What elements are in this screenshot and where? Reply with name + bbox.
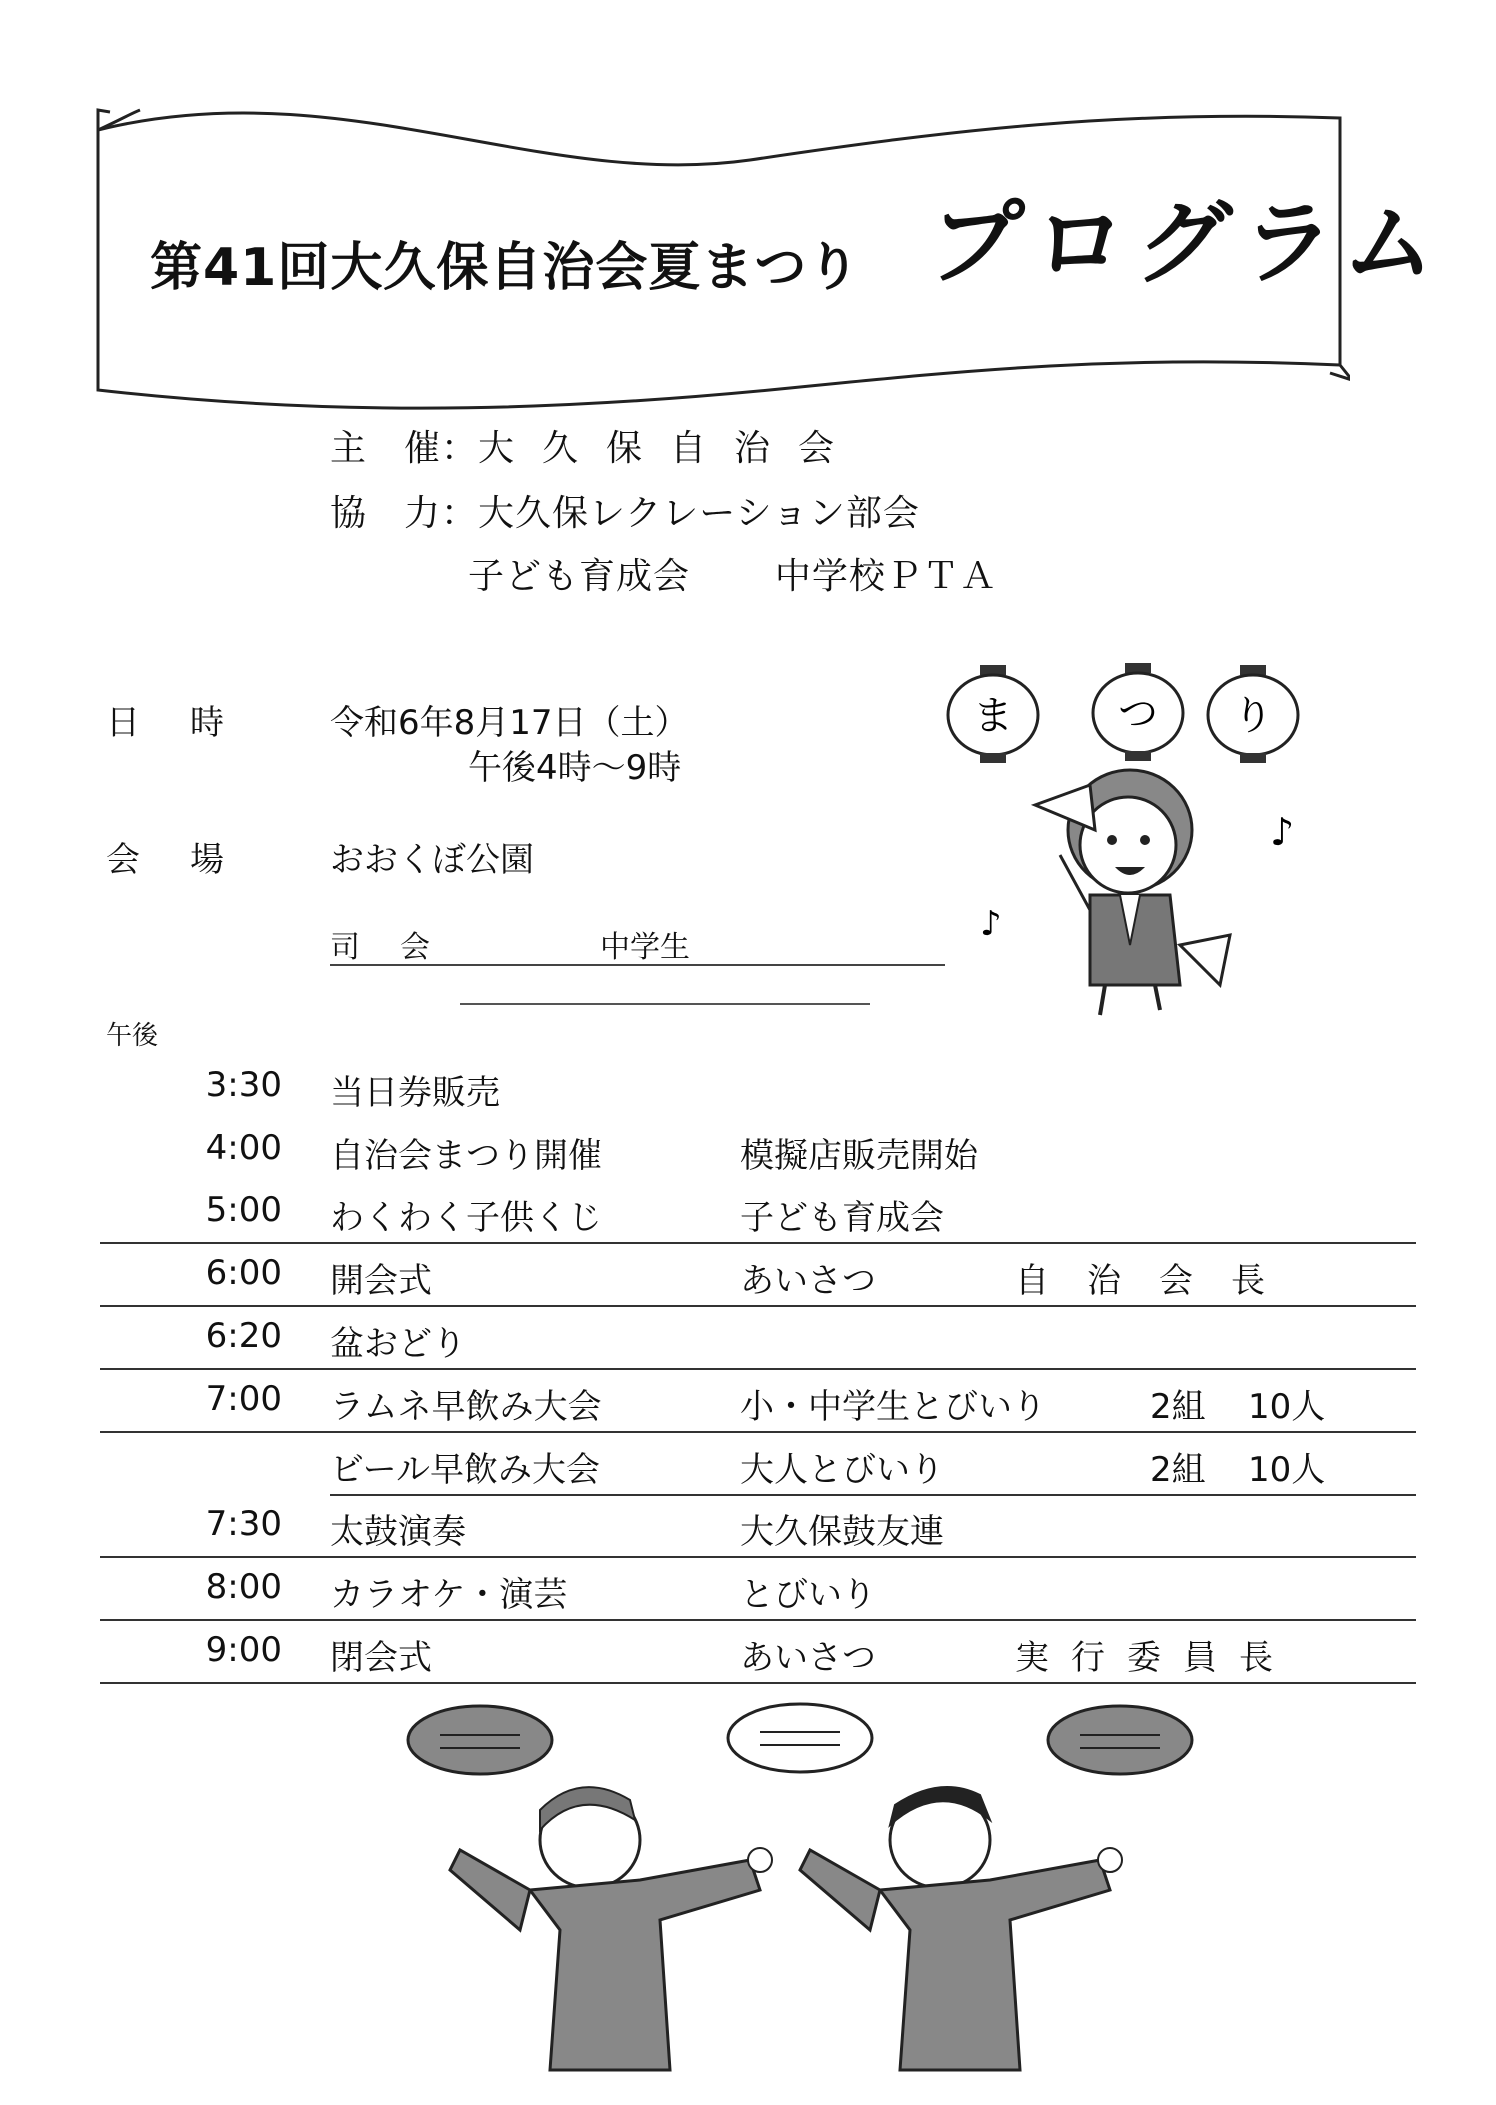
time: 4:00: [205, 1128, 282, 1168]
event: わくわく子供くじ: [330, 1198, 602, 1238]
time: 8:00: [205, 1567, 282, 1607]
lantern-icon: [408, 1706, 552, 1774]
time: 7:30: [205, 1504, 282, 1544]
extra: 実行委員長: [1015, 1638, 1295, 1678]
host-label: 主 催：: [330, 428, 479, 469]
time: 7:00: [205, 1379, 282, 1419]
music-note-icon: ♪: [1270, 810, 1295, 854]
event: 当日券販売: [330, 1073, 500, 1113]
coop-value: 大久保レクレーション部会: [478, 493, 920, 534]
detail: 小・中学生とびいり: [740, 1387, 1046, 1427]
program-heading: プログラム: [923, 190, 1454, 297]
lantern-text-1: ま: [973, 693, 1013, 739]
event: 開会式: [330, 1261, 432, 1301]
event: ラムネ早飲み大会: [330, 1387, 602, 1427]
extra: 10人: [1248, 1387, 1326, 1427]
bon-dance-illustration: [380, 1690, 1220, 2090]
date-label: 日時: [106, 703, 274, 743]
coop-row: [330, 485, 920, 536]
extra: 2組: [1150, 1387, 1206, 1427]
detail: 子ども育成会: [740, 1198, 944, 1238]
detail: 大久保鼓友連: [740, 1512, 944, 1552]
event: ビール早飲み大会: [330, 1450, 600, 1490]
music-note-icon: ♪: [980, 904, 1002, 944]
event: 太鼓演奏: [330, 1512, 466, 1552]
event: 盆おどり: [330, 1324, 466, 1364]
dancer-figure: [450, 1787, 772, 2070]
schedule-row: [100, 1557, 1416, 1621]
time: 6:20: [205, 1316, 282, 1356]
schedule-row: [100, 1306, 1416, 1370]
extra: 10人: [1248, 1450, 1326, 1490]
festival-title: 第41回大久保自治会夏まつり: [150, 238, 861, 298]
extra: 2組: [1150, 1450, 1206, 1490]
lantern-icon: [1048, 1706, 1192, 1774]
event: 閉会式: [330, 1638, 432, 1678]
mc-row: [330, 918, 945, 966]
coop-label: 協 力：: [330, 493, 479, 534]
lantern-text-2: つ: [1118, 691, 1158, 737]
schedule-row: [100, 1494, 1416, 1558]
schedule-row: [330, 1432, 1416, 1496]
schedule-row: [100, 1118, 1416, 1180]
venue-label: 会場: [106, 840, 274, 880]
detail: あいさつ: [740, 1638, 876, 1678]
detail: とびいり: [740, 1575, 876, 1615]
time: 3:30: [205, 1065, 282, 1105]
detail: 模擬店販売開始: [740, 1136, 978, 1176]
host-value: 大久保自治会: [478, 428, 863, 469]
mc-value: 中学生: [600, 930, 690, 965]
time-value: 午後4時～9時: [468, 748, 682, 788]
host-row: [330, 420, 862, 471]
time: 5:00: [205, 1190, 282, 1230]
schedule-row: [100, 1180, 1416, 1244]
mc-label: 司会: [330, 930, 470, 965]
venue-value: おおくぼ公園: [330, 840, 534, 880]
lantern-text-3: り: [1233, 693, 1273, 739]
coop-row-2: [468, 548, 997, 599]
coop-value-3: 中学校ＰＴＡ: [774, 556, 997, 597]
date-value: 令和6年8月17日（土）: [330, 703, 689, 743]
schedule-row: [100, 1620, 1416, 1684]
time: 9:00: [205, 1630, 282, 1670]
divider: [460, 1003, 870, 1005]
event: カラオケ・演芸: [330, 1575, 568, 1615]
period-label: 午後: [106, 1021, 159, 1051]
lantern-icon: [728, 1704, 872, 1772]
schedule-row: [100, 1369, 1416, 1433]
coop-value-2: 子ども育成会: [468, 556, 691, 597]
extra: 自治会長: [1015, 1261, 1303, 1301]
festival-girl-illustration: [940, 655, 1320, 1035]
dancer-figure: [800, 1787, 1122, 2070]
schedule-row: [100, 1055, 1416, 1117]
time: 6:00: [205, 1253, 282, 1293]
detail: 大人とびいり: [740, 1450, 944, 1490]
schedule-row: [100, 1243, 1416, 1307]
detail: あいさつ: [740, 1261, 876, 1301]
event: 自治会まつり開催: [330, 1136, 602, 1176]
